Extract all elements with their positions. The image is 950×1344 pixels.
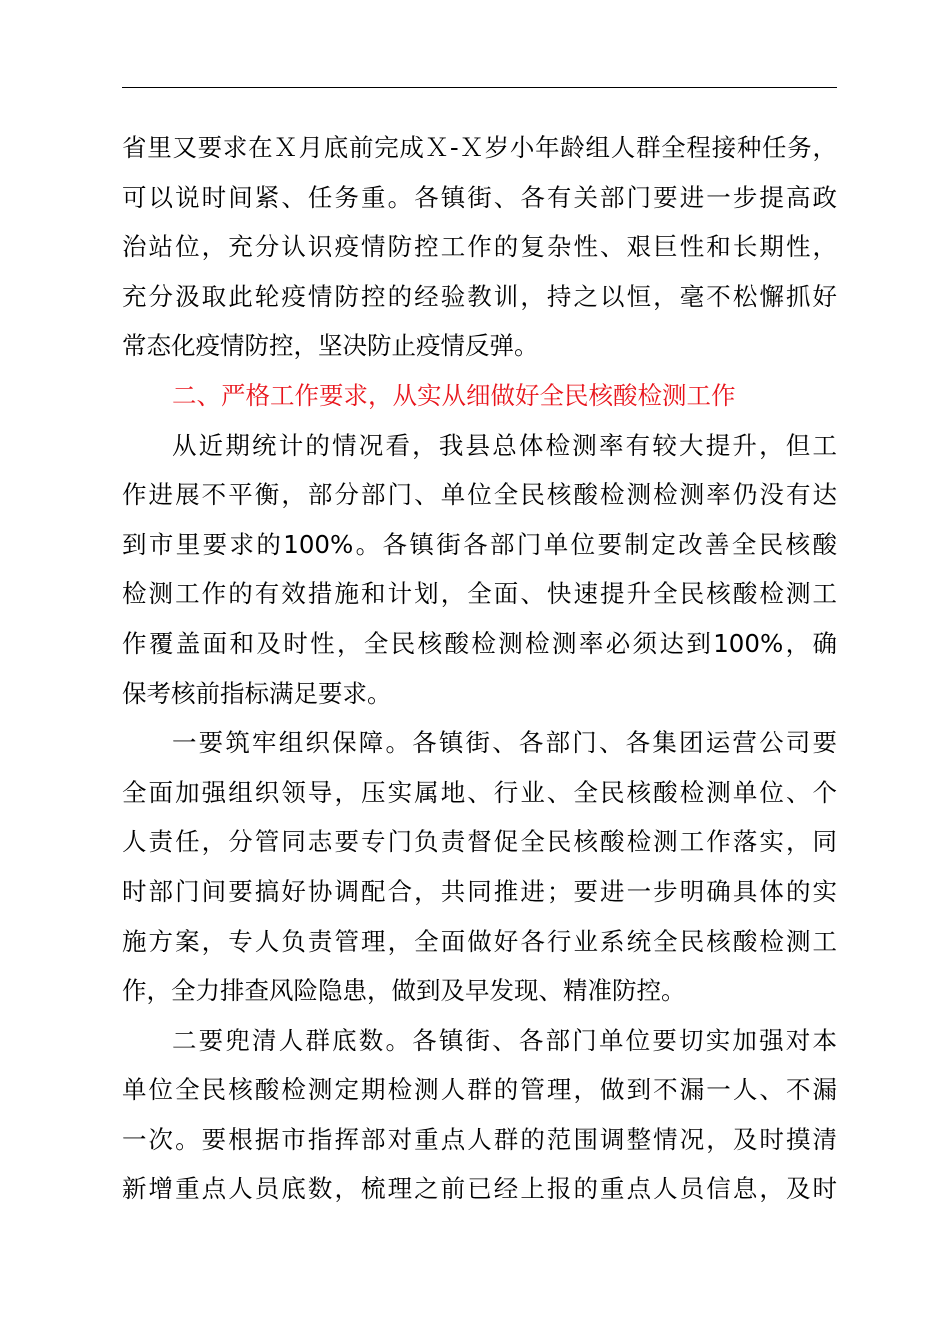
- document-body: [122, 123, 837, 1214]
- paragraph-line: 全面加强组织领导，压实属地、行业、全民核酸检测单位、个: [122, 777, 837, 807]
- paragraph-line: 施方案，专人负责管理，全面做好各行业系统全民核酸检测工: [122, 926, 837, 956]
- paragraph-line: 单位全民核酸检测定期检测人群的管理，做到不漏一人、不漏: [122, 1075, 837, 1105]
- paragraph-line: 常态化疫情防控，坚决防止疫情反弹。: [122, 331, 539, 361]
- section-heading: [122, 371, 837, 421]
- paragraph-line: 从近期统计的情况看，我县总体检测率有较大提升，但工: [172, 430, 837, 460]
- paragraph-2: [122, 421, 837, 719]
- paragraph-line: 充分汲取此轮疫情防控的经验教训，持之以恒，毫不松懈抓好: [122, 281, 837, 311]
- paragraph-line: 到市里要求的100%。各镇街各部门单位要制定改善全民核酸: [122, 529, 837, 559]
- paragraph-line: 二要兜清人群底数。各镇街、各部门单位要切实加强对本: [172, 1025, 837, 1055]
- paragraph-4: [122, 1016, 837, 1214]
- header-rule: [122, 87, 837, 88]
- paragraph-line: 时部门间要搞好协调配合，共同推进；要进一步明确具体的实: [122, 876, 837, 906]
- paragraph-line: 一要筑牢组织保障。各镇街、各部门、各集团运营公司要: [172, 728, 837, 758]
- section-heading-text: 二、严格工作要求，从实从细做好全民核酸检测工作: [172, 380, 736, 410]
- paragraph-line: 人责任，分管同志要专门负责督促全民核酸检测工作落实，同: [122, 827, 837, 857]
- paragraph-3: [122, 718, 837, 1016]
- paragraph-line: 检测工作的有效措施和计划，全面、快速提升全民核酸检测工: [122, 579, 837, 609]
- paragraph-line: 省里又要求在Ｘ月底前完成Ｘ-Ｘ岁小年龄组人群全程接种任务，: [122, 133, 837, 162]
- paragraph-line: 一次。要根据市指挥部对重点人群的范围调整情况，及时摸清: [122, 1124, 837, 1154]
- paragraph-line: 可以说时间紧、任务重。各镇街、各有关部门要进一步提高政: [122, 182, 837, 212]
- paragraph-1: [122, 123, 837, 371]
- paragraph-line: 治站位，充分认识疫情防控工作的复杂性、艰巨性和长期性，: [122, 232, 837, 262]
- paragraph-line: 作覆盖面和及时性，全民核酸检测检测率必须达到100%，确: [122, 628, 837, 658]
- paragraph-line: 作进展不平衡，部分部门、单位全民核酸检测检测率仍没有达: [122, 480, 837, 510]
- paragraph-line: 作，全力排查风险隐患，做到及早发现、精准防控。: [122, 976, 686, 1006]
- paragraph-line: 新增重点人员底数，梳理之前已经上报的重点人员信息，及时: [122, 1174, 837, 1204]
- paragraph-line: 保考核前指标满足要求。: [122, 678, 392, 708]
